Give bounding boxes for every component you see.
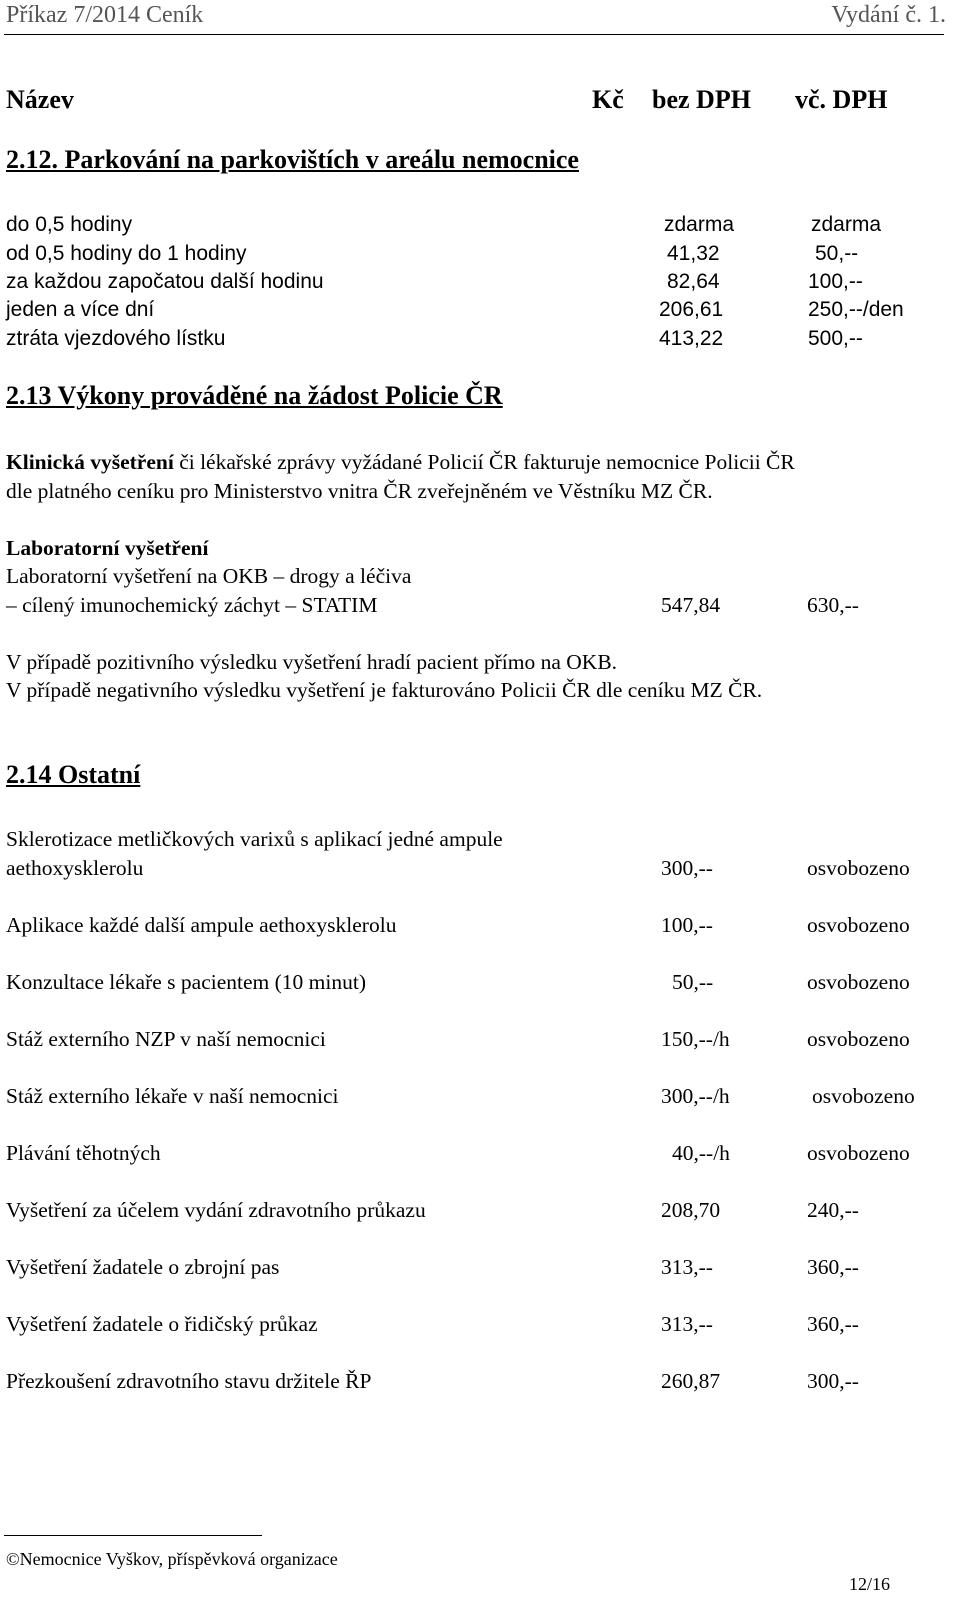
other-row-price-without-vat: 50,-- [672, 970, 714, 994]
other-row-price-with-vat: 300,-- [807, 1369, 859, 1393]
other-row-price-without-vat: 40,--/h [672, 1141, 730, 1165]
lab-note-negative: V případě negativního výsledku vyšetření je fakturováno Policii ČR dle ceníku MZ ČR. [6, 678, 763, 702]
parking-row-price-with-vat: zdarma [811, 213, 882, 236]
parking-row-price-with-vat: 100,-- [808, 270, 863, 293]
other-row-price-with-vat: osvobozeno [807, 913, 910, 937]
other-row-price-with-vat: osvobozeno [807, 1027, 910, 1051]
parking-row-price-without-vat: zdarma [664, 213, 735, 236]
other-row-price-with-vat: 360,-- [807, 1312, 859, 1336]
lab-note-positive: V případě pozitivního výsledku vyšetření hradí pacient přímo na OKB. [6, 650, 618, 674]
other-row-price-without-vat: 313,-- [661, 1255, 713, 1279]
other-row-price-with-vat: osvobozeno [807, 970, 910, 994]
column-heading-without-vat: bez DPH [652, 85, 751, 114]
other-row-name: Aplikace každé další ampule aethoxysklerolu [6, 913, 397, 937]
other-row-price-without-vat: 300,--/h [661, 1084, 730, 1108]
other-row-name: Stáž externího lékaře v naší nemocnici [6, 1084, 339, 1108]
section-title-2-14: 2.14 Ostatní [6, 760, 141, 789]
police-exams-paragraph [6, 450, 795, 475]
parking-row-price-without-vat: 206,61 [659, 298, 724, 321]
other-row-name: Konzultace lékaře s pacientem (10 minut) [6, 970, 366, 994]
footer-organization: ©Nemocnice Vyškov, příspěvková organizace [6, 1549, 338, 1569]
section-title-2-12: 2.12. Parkování na parkovištích v areálu nemocnice [6, 145, 579, 174]
lab-exams-line1: Laboratorní vyšetření na OKB – drogy a léčiva [6, 564, 412, 588]
other-row-name: aethoxysklerolu [6, 856, 144, 880]
lab-exams-price-with-vat: 630,-- [807, 593, 859, 617]
parking-row-name: ztráta vjezdového lístku [6, 327, 226, 350]
column-heading-currency: Kč [592, 85, 624, 114]
police-exams-text: či lékařské zprávy vyžádané Policií ČR fakturuje nemocnice Policii ČR [173, 450, 795, 474]
other-row-price-without-vat: 313,-- [661, 1312, 713, 1336]
parking-row-name: jeden a více dní [6, 298, 155, 321]
parking-row-name: do 0,5 hodiny [6, 213, 133, 236]
other-row-price-with-vat: osvobozeno [807, 1141, 910, 1165]
section-title-2-13: 2.13 Výkony prováděné na žádost Policie ČR [6, 381, 503, 410]
other-row-price-without-vat: 208,70 [661, 1198, 721, 1222]
other-row-name: Vyšetření žadatele o řidičský průkaz [6, 1312, 318, 1336]
lab-exams-price-without-vat: 547,84 [661, 593, 721, 617]
lab-exams-heading: Laboratorní vyšetření [6, 536, 209, 560]
police-exams-paragraph-line2: dle platného ceníku pro Ministerstvo vnitra ČR zveřejněném ve Věstníku MZ ČR. [6, 479, 713, 503]
parking-row-price-with-vat: 50,-- [815, 242, 859, 265]
other-row-name: Vyšetření žadatele o zbrojní pas [6, 1255, 280, 1279]
parking-row-price-with-vat: 500,-- [808, 327, 863, 350]
header-divider [4, 34, 944, 35]
document-header-title: Příkaz 7/2014 Ceník [6, 2, 204, 28]
parking-row-price-with-vat: 250,--/den [808, 298, 904, 321]
lab-exams-line2: – cílený imunochemický záchyt – STATIM [6, 593, 378, 617]
parking-row-price-without-vat: 82,64 [667, 270, 720, 293]
other-row-price-without-vat: 260,87 [661, 1369, 721, 1393]
parking-row-name: od 0,5 hodiny do 1 hodiny [6, 242, 247, 265]
other-row-name: Stáž externího NZP v naší nemocnici [6, 1027, 326, 1051]
document-header-edition: Vydání č. 1. [831, 2, 946, 28]
police-exams-bold-lead: Klinická vyšetření [6, 450, 174, 474]
other-row-price-without-vat: 300,-- [661, 856, 713, 880]
parking-row-price-without-vat: 41,32 [667, 242, 720, 265]
other-row-price-with-vat: 360,-- [807, 1255, 859, 1279]
parking-row-price-without-vat: 413,22 [659, 327, 724, 350]
other-row-price-with-vat: osvobozeno [812, 1084, 915, 1108]
column-heading-name: Název [6, 85, 74, 114]
other-row-price-without-vat: 100,-- [661, 913, 713, 937]
footer-divider [4, 1535, 262, 1536]
footer-page-number: 12/16 [849, 1574, 891, 1594]
other-row-price-with-vat: osvobozeno [807, 856, 910, 880]
other-row-price-without-vat: 150,--/h [661, 1027, 730, 1051]
parking-row-name: za každou započatou další hodinu [6, 270, 324, 293]
other-row-name: Vyšetření za účelem vydání zdravotního průkazu [6, 1198, 426, 1222]
other-row-name: Plávání těhotných [6, 1141, 161, 1165]
other-row-price-with-vat: 240,-- [807, 1198, 859, 1222]
other-row-name-line1: Sklerotizace metličkových varixů s aplikací jedné ampule [6, 827, 503, 851]
column-heading-with-vat: vč. DPH [795, 85, 888, 114]
other-row-name: Přezkoušení zdravotního stavu držitele ŘP [6, 1369, 372, 1393]
